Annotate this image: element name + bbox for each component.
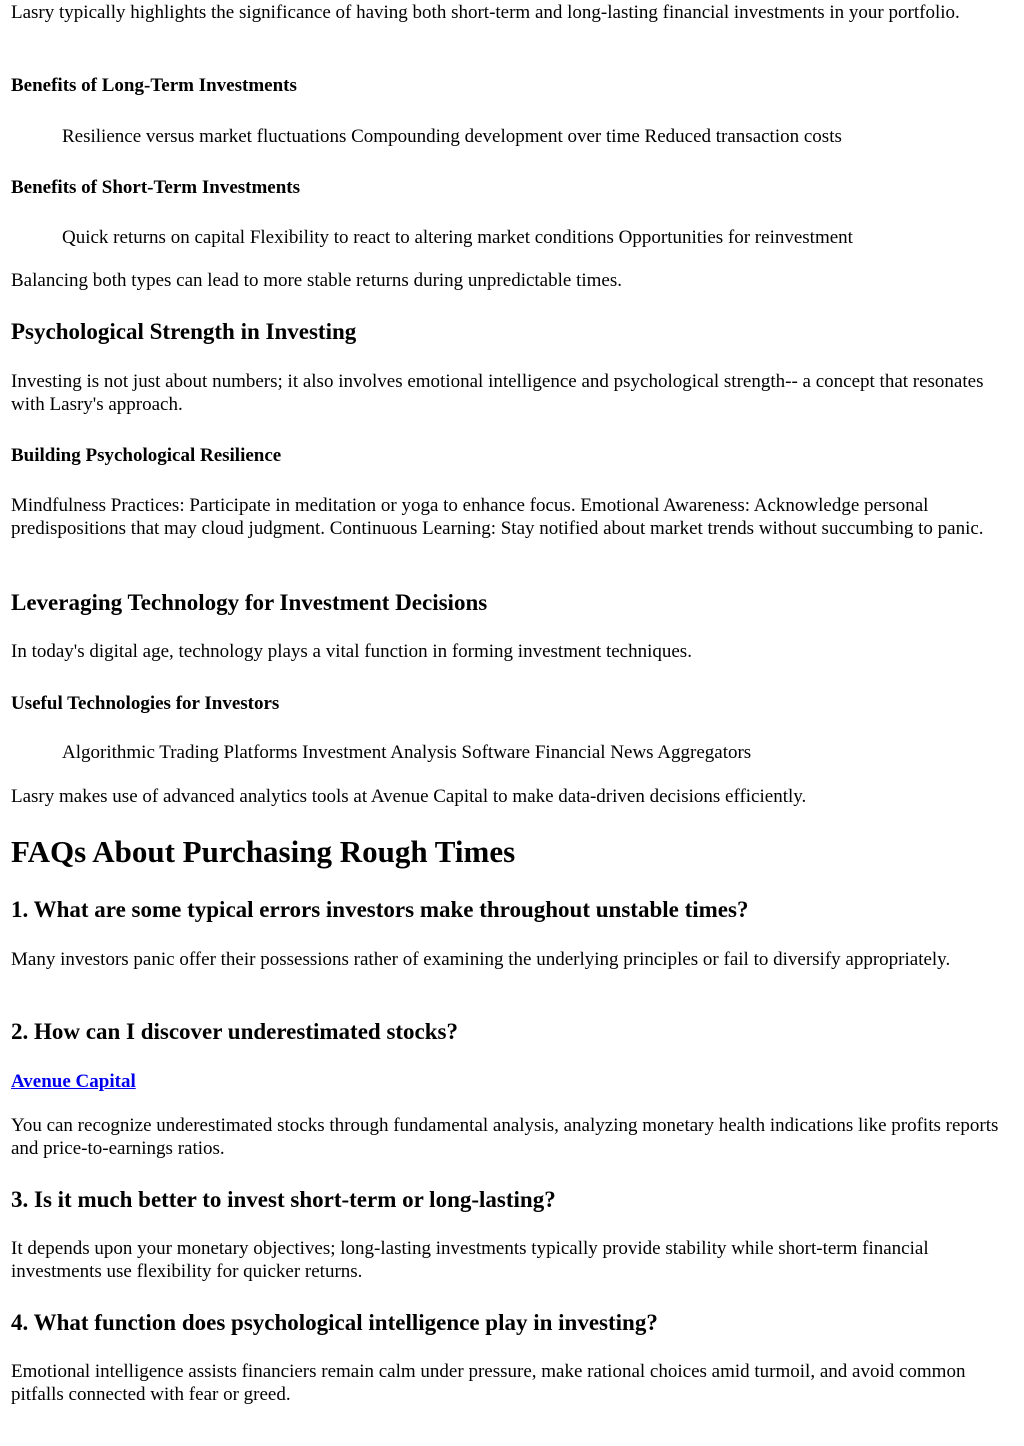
- resilience-practices: Mindfulness Practices: Participate in meditation or yoga to enhance focus. Emotional Awareness: Acknowledge personal predispositions that may cloud judgment. Continuous Learning: Stay notified about market trends without succumbing to panic.: [11, 495, 984, 539]
- psychology-paragraph: Investing is not just about numbers; it also involves emotional intelligence and psychological strength-- a concept that resonates with Lasry's approach.: [11, 371, 984, 415]
- faq-answer-2: You can recognize underestimated stocks through fundamental analysis, analyzing monetary health indications like profits reports and price-to-earnings ratios.: [11, 1115, 999, 1159]
- faq-question-1: 1. What are some typical errors investors make throughout unstable times?: [11, 897, 749, 922]
- avenue-capital-link[interactable]: Avenue Capital: [11, 1071, 136, 1092]
- technology-closing: Lasry makes use of advanced analytics tools at Avenue Capital to make data-driven decisions efficiently.: [11, 786, 807, 807]
- faq-answer-4: Emotional intelligence assists financiers remain calm under pressure, make rational choices amid turmoil, and avoid common pitfalls connected with fear or greed.: [11, 1361, 966, 1405]
- faq-question-2: 2. How can I discover underestimated stocks?: [11, 1019, 459, 1044]
- technologies-list: Algorithmic Trading Platforms Investment Analysis Software Financial News Aggregators: [62, 742, 752, 763]
- balancing-paragraph: Balancing both types can lead to more stable returns during unpredictable times.: [11, 270, 622, 291]
- faq-answer-3: It depends upon your monetary objectives; long-lasting investments typically provide stability while short-term financial investments use flexibility for quicker returns.: [11, 1238, 929, 1282]
- avenue-capital-link-wrap: [11, 1070, 1017, 1093]
- long-term-list: Resilience versus market fluctuations Compounding development over time Reduced transaction costs: [62, 126, 842, 147]
- faq-question-3: 3. Is it much better to invest short-term or long-lasting?: [11, 1187, 556, 1212]
- technology-heading: Leveraging Technology for Investment Decisions: [11, 590, 488, 615]
- faq-answer-1: Many investors panic offer their possessions rather of examining the underlying principles or fail to diversify appropriately.: [11, 949, 951, 970]
- psychology-heading: Psychological Strength in Investing: [11, 319, 357, 344]
- short-term-list: Quick returns on capital Flexibility to react to altering market conditions Opportunities for reinvestment: [62, 227, 853, 248]
- technology-paragraph: In today's digital age, technology plays a vital function in forming investment techniques.: [11, 641, 692, 662]
- intro-paragraph: Lasry typically highlights the significance of having both short-term and long-lasting financial investments in your portfolio.: [11, 2, 960, 23]
- short-term-heading: Benefits of Short-Term Investments: [11, 177, 301, 198]
- resilience-heading: Building Psychological Resilience: [11, 445, 282, 466]
- faq-question-4: 4. What function does psychological intelligence play in investing?: [11, 1310, 658, 1335]
- faq-heading: FAQs About Purchasing Rough Times: [11, 834, 516, 869]
- technologies-heading: Useful Technologies for Investors: [11, 693, 280, 714]
- long-term-heading: Benefits of Long-Term Investments: [11, 75, 297, 96]
